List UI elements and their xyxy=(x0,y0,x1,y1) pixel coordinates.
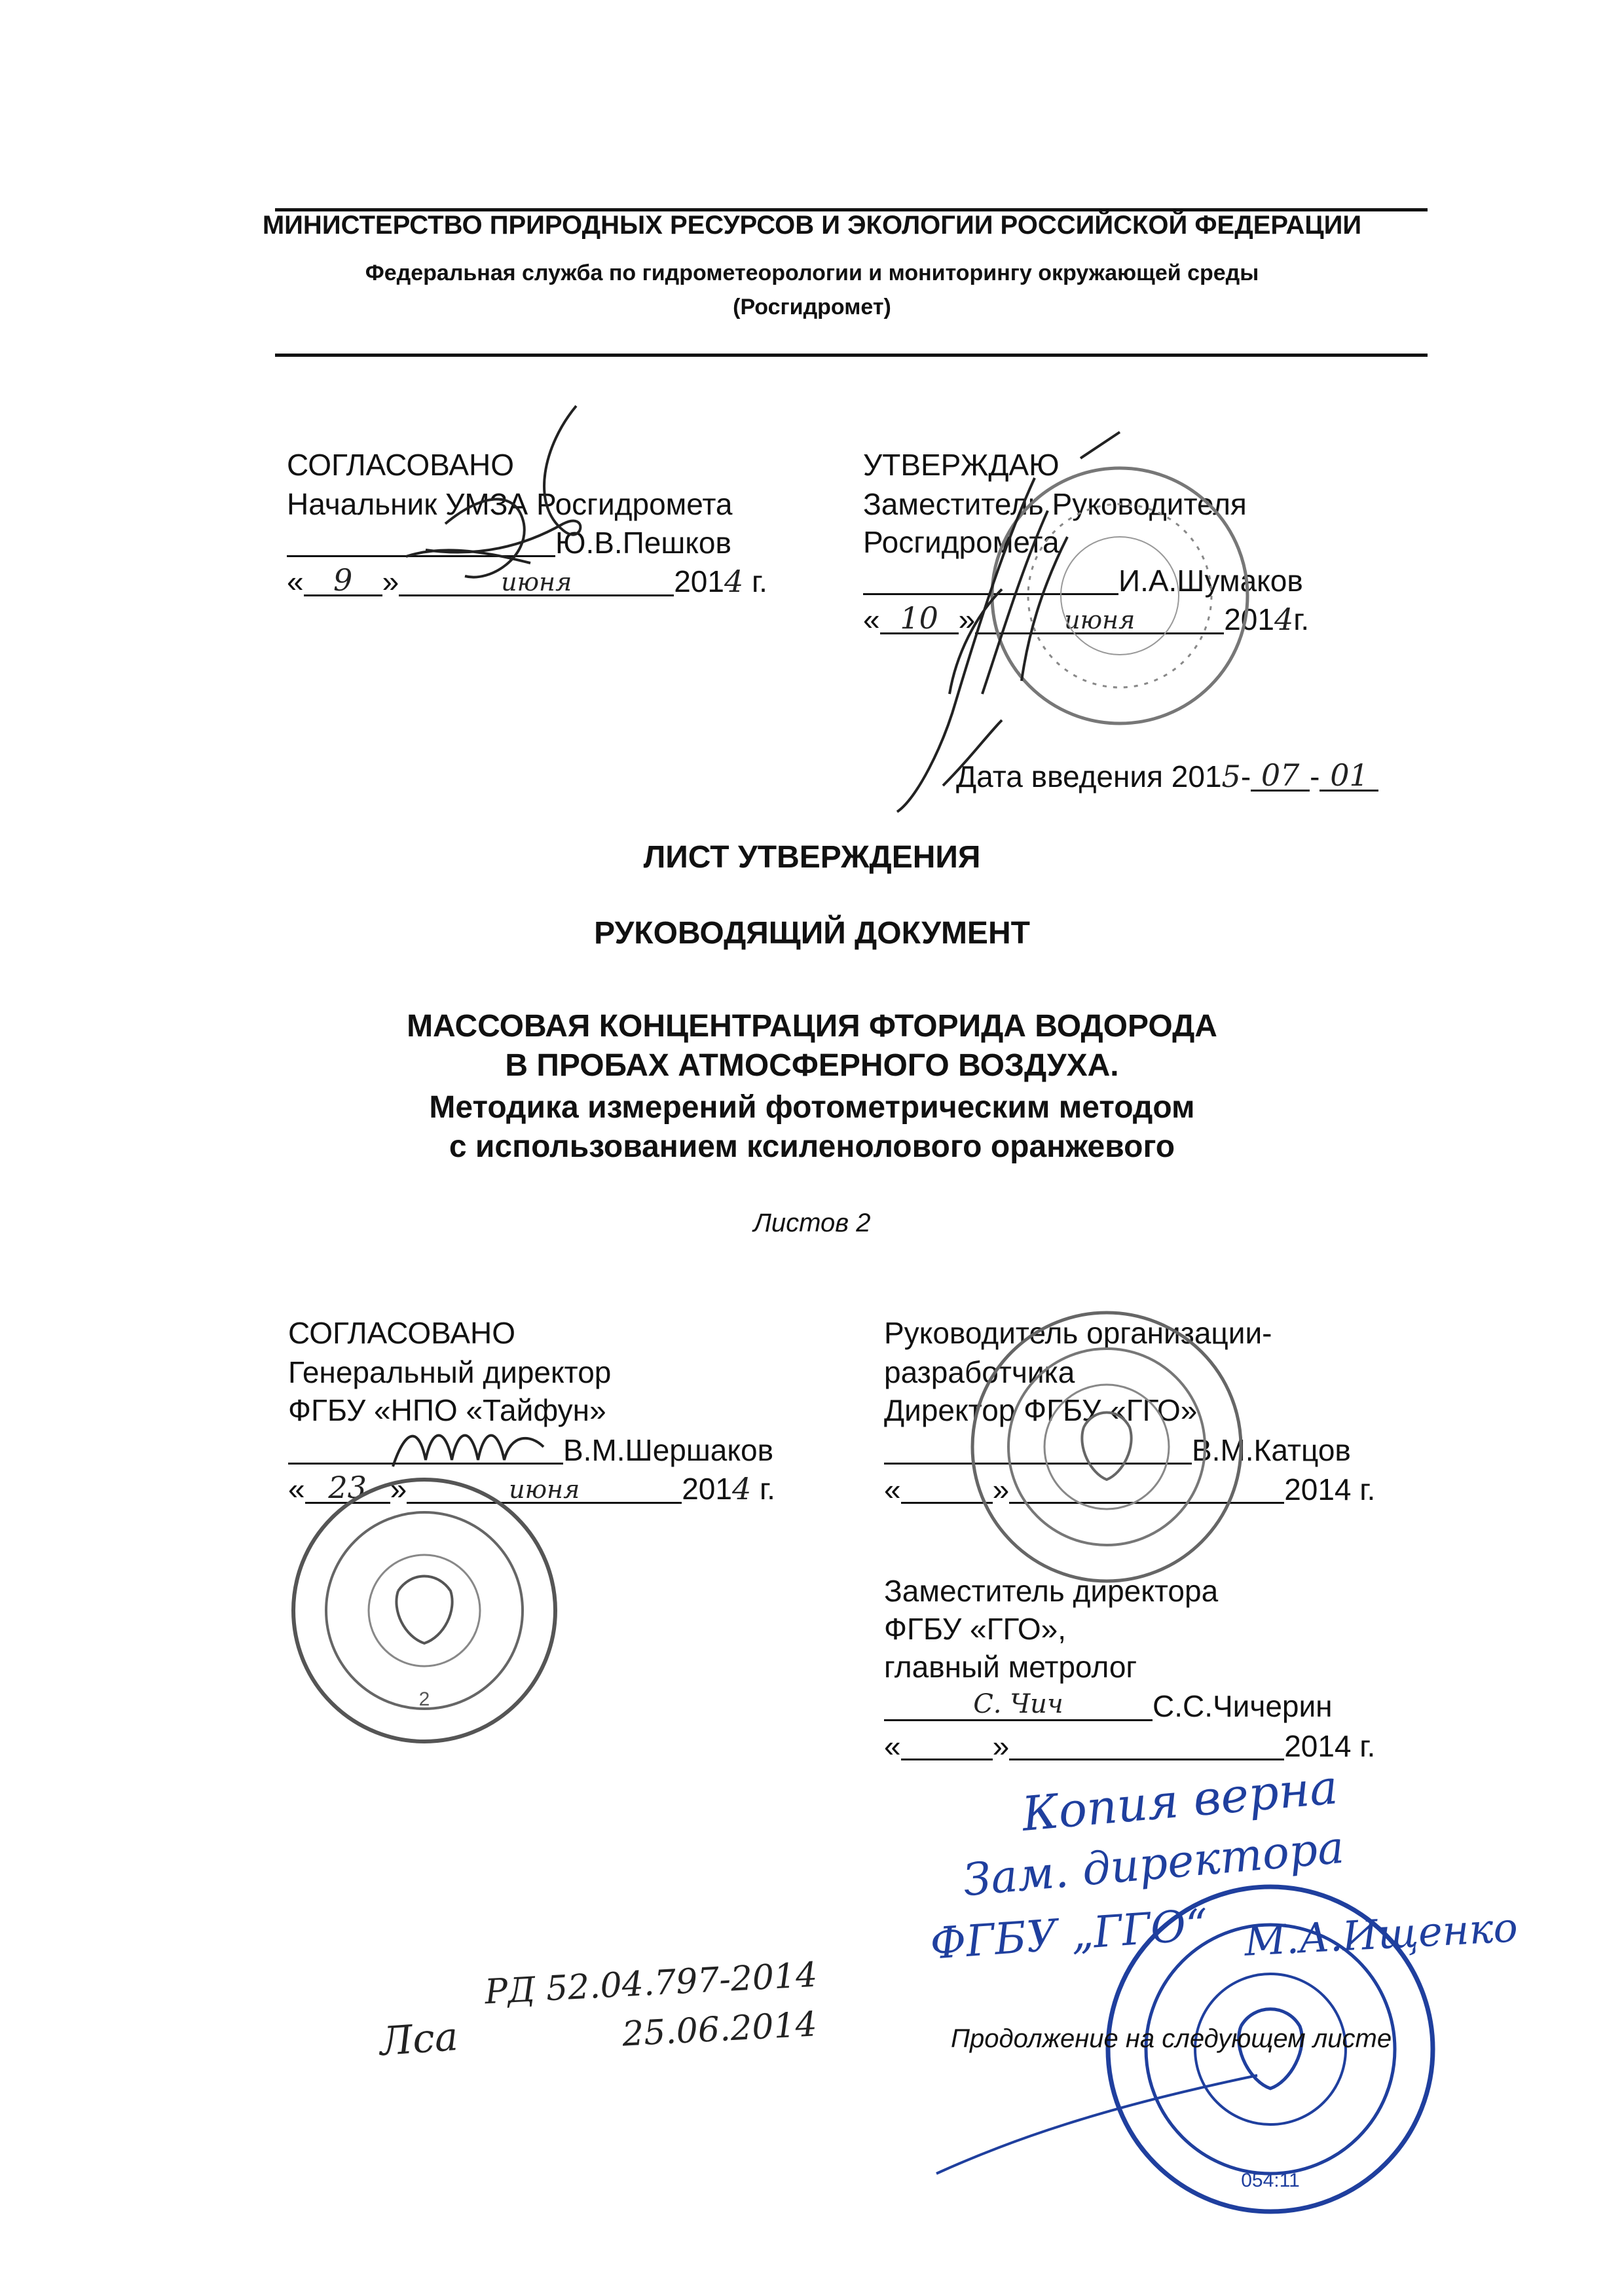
date-close-quote: » xyxy=(382,564,399,598)
intro-date-label: Дата введения 201 xyxy=(956,759,1222,793)
approve-position-1: Заместитель Руководителя xyxy=(863,487,1247,521)
year-prefix: 201 xyxy=(1224,602,1274,636)
date-close-quote: » xyxy=(390,1472,407,1506)
pekshkov-signature xyxy=(367,393,642,602)
subject-line-2: В ПРОБАХ АТМОСФЕРНОГО ВОЗДУХА. xyxy=(505,1048,1119,1083)
intro-month-blank xyxy=(1251,757,1310,793)
intro-year-handwritten: 5 xyxy=(1221,759,1241,794)
continuation-note: Продолжение на следующем листе xyxy=(951,2024,1392,2053)
year-digit-handwritten: 4 xyxy=(724,564,744,599)
method-line-2: с использованием ксиленолового оранжевого xyxy=(449,1129,1175,1164)
month-blank xyxy=(1009,1731,1284,1760)
date-day-handwritten: 9 xyxy=(333,562,353,598)
date-month-handwritten: июня xyxy=(501,568,572,596)
year-prefix: 201 xyxy=(674,564,724,598)
agreed-name: В.М.Шершаков xyxy=(563,1433,774,1467)
date-close-quote: » xyxy=(992,1472,1010,1506)
year-suffix: г. xyxy=(743,564,767,598)
day-blank xyxy=(901,1731,993,1760)
registration-code: РД 52.04.797-2014 xyxy=(483,1955,819,2013)
date-month-handwritten: июня xyxy=(509,1475,580,1504)
agreed-position: Генеральный директор xyxy=(288,1355,612,1389)
approver-name: Ю.В.Пешков xyxy=(555,526,731,560)
developer-line-1: Руководитель организации- xyxy=(884,1316,1272,1350)
metrologist-date-line xyxy=(884,1727,1375,1764)
subject-line-1: МАССОВАЯ КОНЦЕНТРАЦИЯ ФТОРИДА ВОДОРОДА xyxy=(407,1009,1217,1044)
service-short-name: (Росгидромет) xyxy=(733,295,891,319)
approve-position-2: Росгидромета xyxy=(863,525,1060,559)
date-close-quote: » xyxy=(958,602,976,636)
intro-day-handwritten: 01 xyxy=(1330,757,1369,793)
approve-title: УТВЕРЖДАЮ xyxy=(863,448,1060,482)
metrologist-position-2: ФГБУ «ГГО», xyxy=(884,1612,1066,1646)
ggo-seal-code: 054:11 xyxy=(1241,2170,1300,2191)
copy-line-1: Копия верна xyxy=(1020,1759,1340,1842)
method-line-1: Методика измерений фотометрическим методом xyxy=(429,1090,1195,1125)
developer-line-2: разработчика xyxy=(884,1355,1075,1389)
sheet-count: Листов 2 xyxy=(753,1209,871,1237)
intro-date-line: Дата введения 2015- 07 - 01 xyxy=(956,758,1378,795)
document-type: РУКОВОДЯЩИЙ ДОКУМЕНТ xyxy=(594,916,1030,951)
typhoon-seal xyxy=(287,1473,562,1748)
ggo-seal-top xyxy=(963,1303,1251,1591)
date-open-quote: « xyxy=(287,564,304,598)
registration-date: 25.06.2014 xyxy=(621,2005,819,2054)
copy-line-3: ФГБУ „ГГО“ xyxy=(928,1899,1210,1969)
signature-blank xyxy=(884,1689,1153,1721)
year-digit-handwritten: 4 xyxy=(1274,602,1294,637)
date-close-quote: » xyxy=(992,1729,1010,1763)
developer-year: 2014 г. xyxy=(1284,1472,1376,1506)
date-open-quote: « xyxy=(884,1729,901,1763)
metrologist-signature-line xyxy=(884,1688,1333,1724)
year-suffix: г. xyxy=(1293,602,1310,636)
approval-title: СОГЛАСОВАНО xyxy=(287,448,514,482)
metrologist-position-1: Заместитель директора xyxy=(884,1574,1219,1608)
approval-position: Начальник УМЗА Росгидромета xyxy=(287,487,733,521)
developer-name: В.М.Катцов xyxy=(1192,1433,1351,1467)
copy-name: М.А.Ищенко xyxy=(1243,1903,1519,1965)
typhoon-seal-code: 2 xyxy=(418,1688,430,1710)
metrologist-name: С.С.Чичерин xyxy=(1153,1689,1333,1723)
agreed-title: СОГЛАСОВАНО xyxy=(288,1316,515,1350)
intro-month-handwritten: 07 xyxy=(1261,757,1300,793)
date-open-quote: « xyxy=(288,1472,305,1506)
service-name: Федеральная служба по гидрометеорологии и мониторингу окружающей среды xyxy=(365,261,1259,285)
year-digit-handwritten: 4 xyxy=(731,1471,752,1506)
approver-name: И.А.Шумаков xyxy=(1118,564,1303,598)
shershakov-signature xyxy=(380,1408,550,1486)
copy-line-2: Зам. директора xyxy=(961,1821,1346,1907)
ministry-name: МИНИСТЕРСТВО ПРИРОДНЫХ РЕСУРСОВ И ЭКОЛОГИИ РОССИЙСКОЙ ФЕДЕРАЦИИ xyxy=(262,211,1362,240)
header-bottom-rule xyxy=(275,354,1428,357)
date-open-quote: « xyxy=(884,1472,901,1506)
metrologist-year: 2014 г. xyxy=(1284,1729,1376,1763)
intro-day-blank xyxy=(1320,757,1378,793)
developer-position: Директор ФГБУ «ГГО» xyxy=(884,1393,1198,1427)
date-day-handwritten: 10 xyxy=(900,600,938,636)
registration-signature: Лса xyxy=(378,2013,460,2066)
date-month-handwritten: июня xyxy=(1064,606,1135,634)
date-open-quote: « xyxy=(863,602,880,636)
metrologist-handwritten-sign: С. Чич xyxy=(973,1689,1063,1719)
copy-underline-stroke xyxy=(930,2049,1270,2180)
sheet-title: ЛИСТ УТВЕРЖДЕНИЯ xyxy=(643,840,981,875)
metrologist-position-3: главный метролог xyxy=(884,1650,1137,1684)
year-suffix: г. xyxy=(751,1472,775,1506)
agreed-org: ФГБУ «НПО «Тайфун» xyxy=(288,1393,606,1427)
year-prefix: 201 xyxy=(682,1472,732,1506)
date-day-handwritten: 23 xyxy=(328,1470,367,1505)
